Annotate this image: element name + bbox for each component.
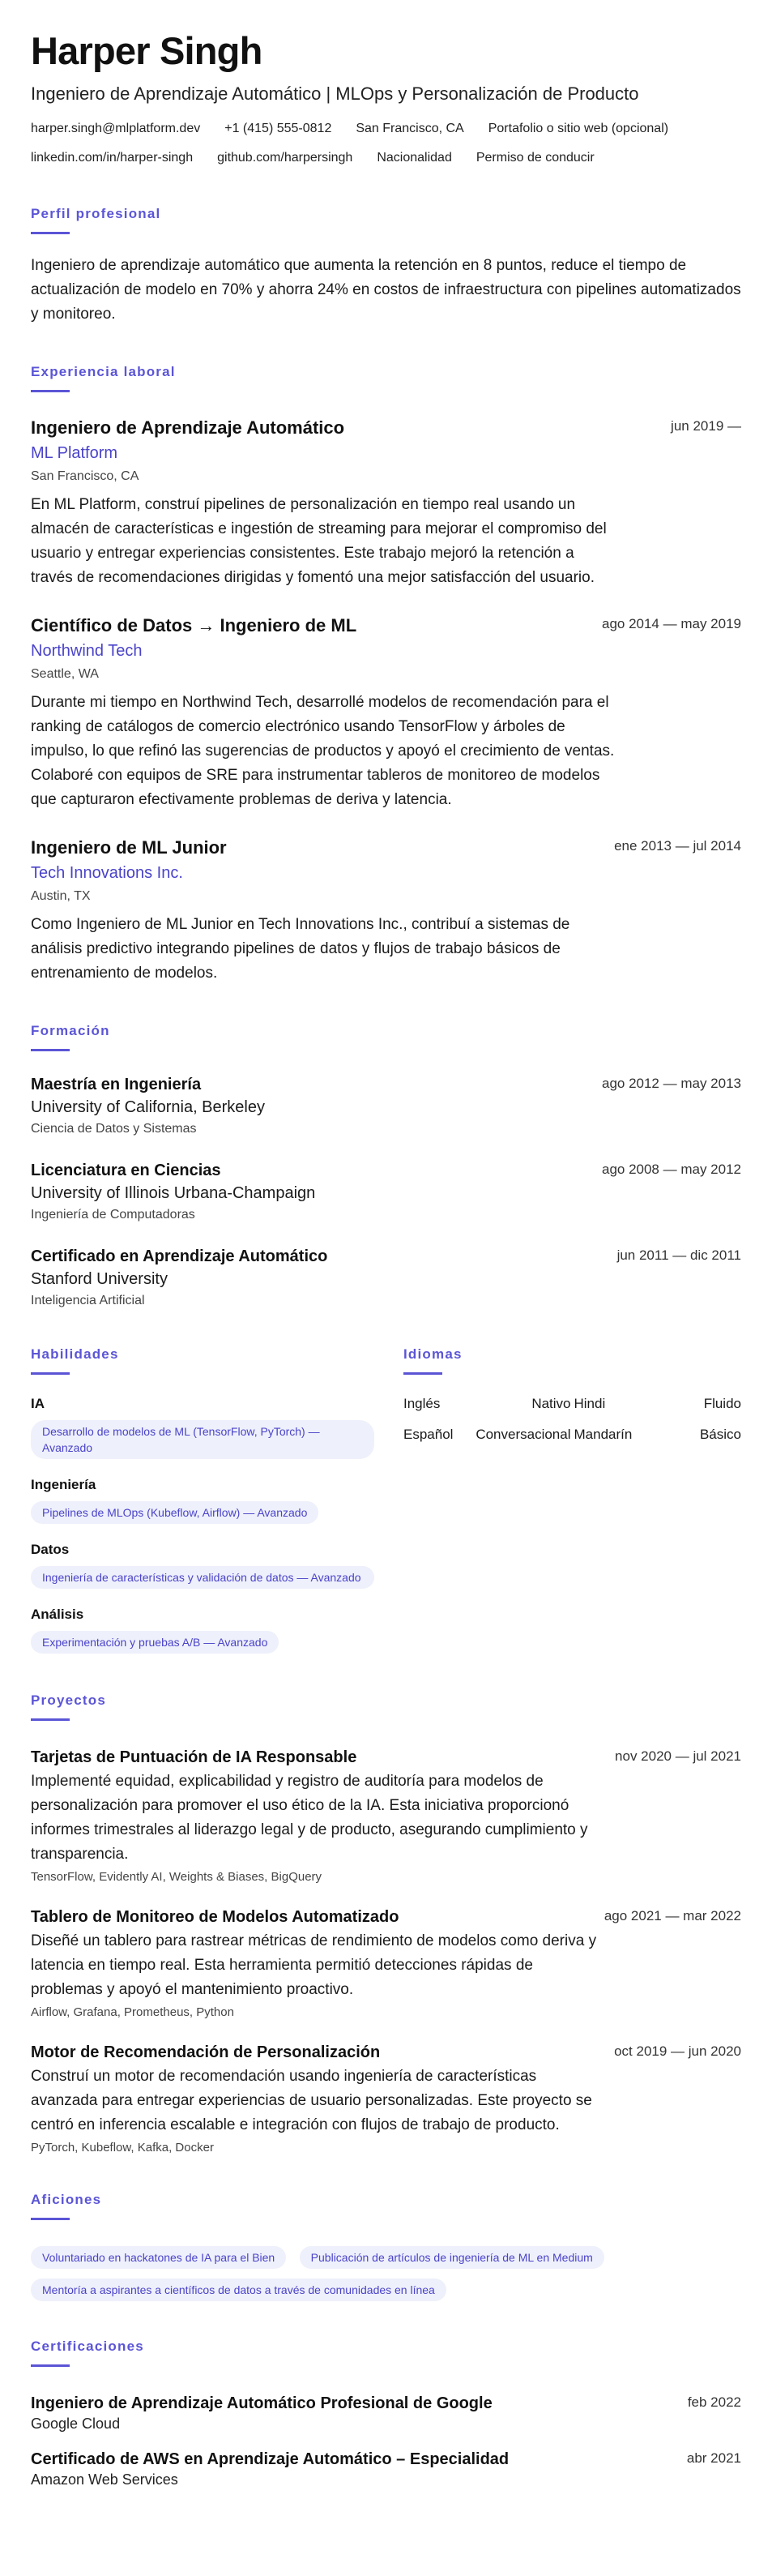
- job-location: San Francisco, CA: [31, 469, 139, 483]
- project-tech: PyTorch, Kubeflow, Kafka, Docker: [31, 2141, 214, 2155]
- project-entry: [31, 1747, 741, 1884]
- language-name: Inglés: [403, 1396, 441, 1411]
- certification-issuer: Amazon Web Services: [31, 2471, 178, 2488]
- language-item: [403, 1396, 571, 1412]
- degree-name: Maestría en Ingeniería: [31, 1076, 202, 1093]
- section-title: Habilidades: [31, 1346, 119, 1362]
- education-entry: [31, 1246, 741, 1309]
- skill-group: [31, 1607, 403, 1654]
- job-role: Ingeniero de ML Junior: [31, 837, 227, 858]
- experience-entry: [31, 837, 741, 986]
- education-entry: [31, 1160, 741, 1223]
- certification-date: feb 2022: [687, 2394, 741, 2410]
- project-description: Construí un motor de recomendación usando ingeniería de características avanzada para entregar experiencias de usuario personalizadas. Este proyecto se centró en inferencia escalable e integración con flujos de trabajo de producto.: [31, 2068, 592, 2133]
- job-dates: ene 2013 — jul 2014: [614, 838, 741, 854]
- summary-section: [31, 206, 741, 327]
- experience-entry: [31, 417, 741, 590]
- language-level: Nativo: [531, 1396, 571, 1411]
- skill-chip: Pipelines de MLOps (Kubeflow, Airflow) — Avanzado: [31, 1501, 318, 1524]
- contact-location: San Francisco, CA: [356, 122, 464, 135]
- language-name: Español: [403, 1427, 454, 1442]
- project-dates: nov 2020 — jul 2021: [615, 1748, 741, 1764]
- project-dates: oct 2019 — jun 2020: [614, 2043, 741, 2059]
- languages-section: [403, 1346, 741, 1654]
- job-description: Durante mi tiempo en Northwind Tech, desarrollé modelos de recomendación para el ranking de catálogos de comercio electrónico usando TensorFlow y árboles de impulso, lo que refinó las sugerencias de productos y apoyó el crecimiento de ventas. Colaboré con equipos de SRE para instrumentar tableros de monitoreo de modelos que capturaron efectivamente problemas de deriva y latencia.: [31, 694, 615, 808]
- hobby-chip: Mentoría a aspirantes a científicos de datos a través de comunidades en línea: [31, 2279, 446, 2301]
- job-company: Tech Innovations Inc.: [31, 864, 183, 882]
- project-name: Tarjetas de Puntuación de IA Responsable: [31, 1748, 357, 1766]
- degree-field: Ciencia de Datos y Sistemas: [31, 1122, 197, 1136]
- degree-name: Licenciatura en Ciencias: [31, 1162, 221, 1179]
- language-row: [403, 1427, 741, 1443]
- candidate-headline: Ingeniero de Aprendizaje Automático | MLOps y Personalización de Producto: [31, 83, 639, 104]
- project-tech: TensorFlow, Evidently AI, Weights & Biases, BigQuery: [31, 1870, 322, 1884]
- section-divider: [31, 1049, 70, 1051]
- education-section: [31, 1023, 741, 1309]
- summary-text: Ingeniero de aprendizaje automático que aumenta la retención en 8 puntos, reduce el tiempo de actualización de modelo en 70% y ahorra 24% en costos de infraestructura con pipelines automatizados y monitoreo.: [31, 257, 741, 323]
- school-name: University of California, Berkeley: [31, 1098, 265, 1116]
- language-level: Básico: [699, 1427, 741, 1442]
- language-item: [403, 1427, 571, 1443]
- skill-category: Análisis: [31, 1607, 84, 1622]
- job-location: Austin, TX: [31, 889, 91, 903]
- contact-phone: +1 (415) 555-0812: [224, 122, 332, 135]
- section-divider: [403, 1372, 442, 1375]
- certification-entry: [31, 2449, 741, 2488]
- certification-date: abr 2021: [686, 2450, 741, 2466]
- contact-linkedin[interactable]: linkedin.com/in/harper-singh: [31, 151, 194, 165]
- project-description: Implementé equidad, explicabilidad y registro de auditoría para modelos de personalización para promover el uso ético de la IA. Esta iniciativa proporcionó informes trimestrales al liderazgo legal y de producto, asegurando cumplimiento y transparencia.: [31, 1773, 588, 1863]
- hobby-chip: Voluntariado en hackatones de IA para el Bien: [31, 2246, 286, 2269]
- section-divider: [31, 1718, 70, 1721]
- contact-license: Permiso de conducir: [476, 151, 595, 165]
- section-title: Aficiones: [31, 2192, 102, 2207]
- section-divider: [31, 2364, 70, 2367]
- skill-category: Datos: [31, 1542, 70, 1557]
- section-divider: [31, 390, 70, 392]
- language-level: Fluido: [703, 1396, 741, 1411]
- project-entry: [31, 1906, 741, 2019]
- degree-dates: ago 2008 — may 2012: [601, 1162, 741, 1177]
- hobbies-section: [31, 2192, 741, 2301]
- projects-section: [31, 1692, 741, 2155]
- certifications-section: [31, 2339, 741, 2488]
- project-tech: Airflow, Grafana, Prometheus, Python: [31, 2005, 234, 2019]
- language-row: [403, 1396, 741, 1412]
- skill-group: [31, 1477, 403, 1524]
- skill-chip: Desarrollo de modelos de ML (TensorFlow, PyTorch) — Avanzado: [31, 1420, 374, 1459]
- section-divider: [31, 1372, 70, 1375]
- education-entry: [31, 1074, 741, 1137]
- job-description: Como Ingeniero de ML Junior en Tech Innovations Inc., contribuí a sistemas de análisis predictivo integrando pipelines de datos y flujos de trabajo básicos de entrenamiento de modelos.: [31, 916, 570, 982]
- contact-github[interactable]: github.com/harpersingh: [217, 151, 353, 165]
- skills-section: [31, 1346, 403, 1654]
- degree-dates: jun 2011 — dic 2011: [616, 1247, 741, 1263]
- job-company: Northwind Tech: [31, 642, 143, 660]
- experience-section: [31, 364, 741, 986]
- language-name: Hindi: [574, 1396, 606, 1411]
- skill-category: IA: [31, 1396, 45, 1411]
- project-name: Tablero de Monitoreo de Modelos Automatizado: [31, 1908, 399, 1926]
- job-company: ML Platform: [31, 444, 118, 462]
- degree-field: Inteligencia Artificial: [31, 1294, 145, 1307]
- project-dates: ago 2021 — mar 2022: [604, 1908, 741, 1923]
- hobby-list: [31, 2236, 744, 2301]
- language-name: Mandarín: [574, 1427, 633, 1442]
- skill-group: [31, 1542, 403, 1589]
- language-item: [574, 1427, 742, 1443]
- project-entry: [31, 2042, 741, 2155]
- section-title: Idiomas: [403, 1346, 463, 1362]
- section-title: Certificaciones: [31, 2339, 144, 2354]
- resume-header: [31, 29, 741, 178]
- project-description: Diseñé un tablero para rastrear métricas de rendimiento de modelos como deriva y latencia en tiempo real. Esta herramienta permitió detecciones rápidas de problemas y apoyó el mantenimiento proactivo.: [31, 1932, 597, 1998]
- degree-dates: ago 2012 — may 2013: [601, 1076, 741, 1091]
- contact-email[interactable]: harper.singh@mlplatform.dev: [31, 122, 201, 135]
- job-description: En ML Platform, construí pipelines de personalización en tiempo real usando un almacén de características e ingestión de streaming para mejorar el compromiso del usuario y entregar experiencias consistentes. Este trabajo mejoró la retención a través de recomendaciones dirigidas y fomentó una mejor satisfacción del usuario.: [31, 496, 607, 586]
- experience-entry: [31, 614, 741, 812]
- job-dates: jun 2019 —: [671, 418, 741, 434]
- job-dates: ago 2014 — may 2019: [601, 616, 741, 631]
- certification-name: Certificado de AWS en Aprendizaje Automático – Especialidad: [31, 2450, 510, 2468]
- school-name: Stanford University: [31, 1270, 168, 1288]
- section-divider: [31, 232, 70, 234]
- school-name: University of Illinois Urbana-Champaign: [31, 1184, 316, 1202]
- project-name: Motor de Recomendación de Personalización: [31, 2043, 381, 2061]
- contact-website: Portafolio o sitio web (opcional): [488, 122, 669, 135]
- section-title: Formación: [31, 1023, 110, 1038]
- degree-name: Certificado en Aprendizaje Automático: [31, 1247, 328, 1265]
- certification-issuer: Google Cloud: [31, 2416, 121, 2432]
- contact-nationality: Nacionalidad: [377, 151, 452, 165]
- section-title: Perfil profesional: [31, 206, 161, 221]
- section-title: Experiencia laboral: [31, 364, 176, 379]
- job-role: Ingeniero de Aprendizaje Automático: [31, 417, 345, 438]
- skills-languages-row: [31, 1346, 741, 1654]
- skill-group: [31, 1396, 403, 1459]
- language-level: Conversacional: [476, 1427, 571, 1442]
- language-list: [403, 1396, 741, 1443]
- certification-entry: [31, 2393, 741, 2433]
- candidate-name: Harper Singh: [31, 29, 262, 72]
- job-role: Científico de Datos → Ingeniero de ML: [31, 615, 357, 635]
- skill-chip: Experimentación y pruebas A/B — Avanzado: [31, 1631, 279, 1654]
- skill-chip: Ingeniería de características y validación de datos — Avanzado: [31, 1566, 374, 1589]
- contact-list: [31, 120, 711, 178]
- section-title: Proyectos: [31, 1692, 107, 1708]
- degree-field: Ingeniería de Computadoras: [31, 1208, 195, 1222]
- skill-category: Ingeniería: [31, 1477, 96, 1492]
- certification-name: Ingeniero de Aprendizaje Automático Profesional de Google: [31, 2394, 493, 2412]
- section-divider: [31, 2218, 70, 2220]
- language-item: [574, 1396, 742, 1412]
- job-location: Seattle, WA: [31, 667, 99, 681]
- hobby-chip: Publicación de artículos de ingeniería de ML en Medium: [300, 2246, 604, 2269]
